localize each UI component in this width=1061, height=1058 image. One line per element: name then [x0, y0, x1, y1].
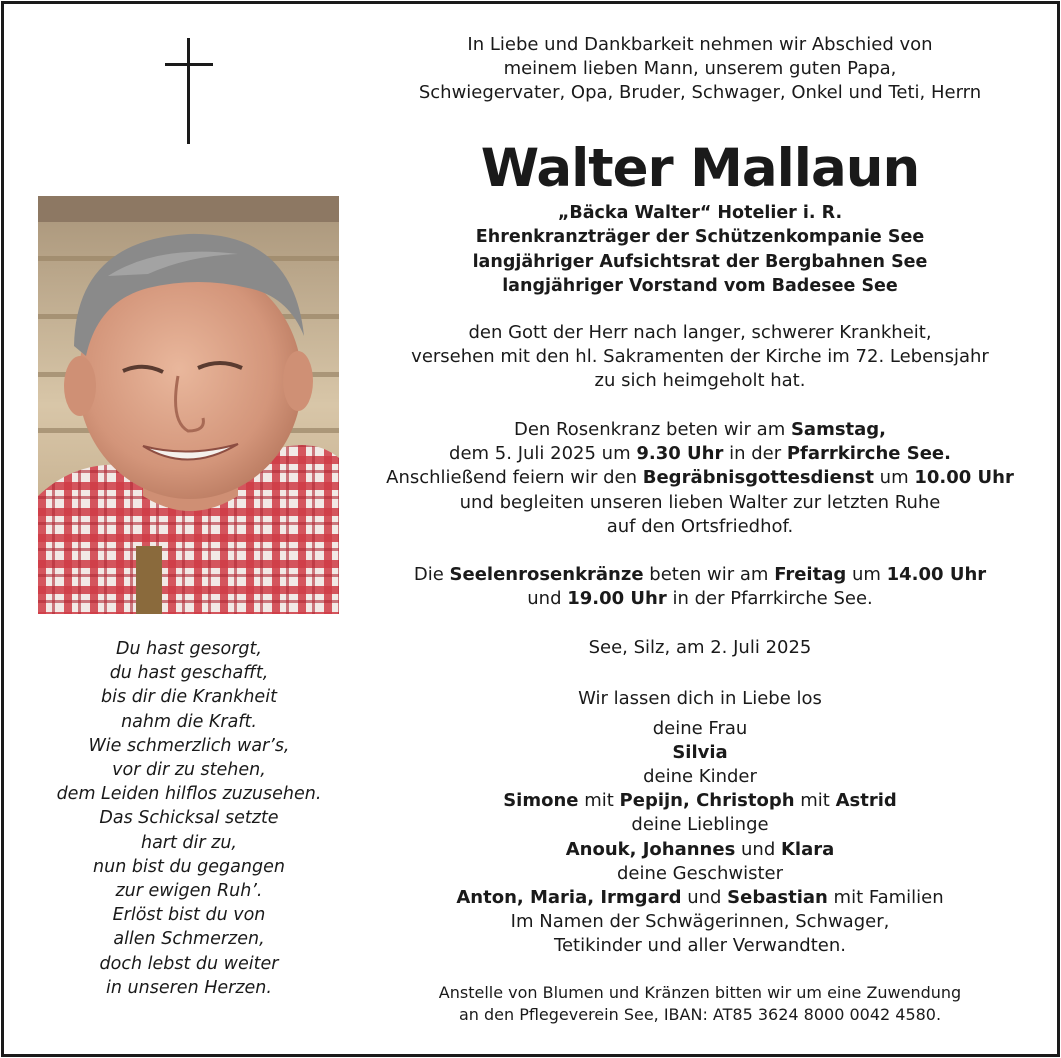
- passing-paragraph: [370, 321, 1030, 394]
- soul-rosary-paragraph: [370, 563, 1030, 611]
- sibling: Sebastian: [727, 886, 828, 908]
- funeral-line: auf den Ortsfriedhof.: [606, 515, 794, 537]
- text: Den Rosenkranz beten wir am: [513, 419, 791, 440]
- poem-line: du hast geschafft,: [109, 663, 269, 684]
- intro-line: meinem lieben Mann, unserem guten Papa,: [503, 58, 897, 79]
- poem-line: Erlöst bist du von: [112, 905, 266, 926]
- funeral-service: Begräbnisgottesdienst: [642, 467, 874, 489]
- wife: Silvia: [672, 742, 728, 764]
- latin-cross-icon: [165, 38, 213, 144]
- text: Anschließend feiern wir den: [386, 467, 643, 489]
- soul-rosary-line: [370, 563, 1030, 587]
- wife-label: deine Frau: [652, 718, 748, 740]
- poem-line: zur ewigen Ruh’.: [115, 881, 263, 902]
- title-line: langjähriger Aufsichtsrat der Bergbahnen See: [472, 251, 928, 272]
- memorial-poem: [30, 637, 348, 1000]
- passing-line: versehen mit den hl. Sakramenten der Kirche im 72. Lebensjahr: [411, 346, 989, 368]
- children-label: deine Kinder: [643, 766, 757, 788]
- siblings-label: deine Geschwister: [616, 862, 784, 884]
- child: Simone: [503, 790, 579, 812]
- soul-rosary-time-2: 19.00 Uhr: [567, 588, 667, 610]
- text: in der Pfarrkirche See.: [666, 588, 873, 610]
- honorific-titles: [370, 201, 1030, 299]
- text: dem 5. Juli 2025 um: [449, 443, 637, 465]
- grandchild: Anouk, Johannes: [565, 838, 736, 860]
- poem-line: Du hast gesorgt,: [116, 639, 262, 659]
- service-time: 10.00 Uhr: [914, 467, 1014, 489]
- grandchildren-label: deine Lieblinge: [631, 814, 769, 836]
- place-date: See, Silz, am 2. Juli 2025: [588, 637, 812, 658]
- poem-line: dem Leiden hilflos zuzusehen.: [56, 784, 322, 805]
- children-names: [370, 789, 1030, 813]
- deceased-name: Walter Mallaun: [480, 138, 920, 199]
- soul-rosary-day: Freitag: [774, 564, 847, 585]
- text: und: [527, 588, 568, 610]
- intro-text: [370, 33, 1030, 105]
- inlaws-line: Im Namen der Schwägerinnen, Schwager,: [510, 910, 890, 932]
- intro-line: Schwiegervater, Opa, Bruder, Schwager, Onkel und Teti, Herrn: [418, 82, 982, 103]
- wife-name: [370, 741, 1030, 765]
- poem-line: doch lebst du weiter: [99, 953, 279, 974]
- poem-line: vor dir zu stehen,: [112, 760, 266, 781]
- title-line: Ehrenkranzträger der Schützenkompanie See: [475, 227, 925, 248]
- poem-line: allen Schmerzen,: [113, 929, 265, 950]
- mourners-intro: Wir lassen dich in Liebe los: [578, 688, 822, 709]
- text: mit: [578, 790, 620, 812]
- funeral-line: [370, 442, 1030, 466]
- text: und: [735, 838, 781, 860]
- text: beten wir am: [643, 564, 775, 585]
- text: und: [681, 886, 728, 908]
- funeral-line: [370, 466, 1030, 490]
- poem-line: in unseren Herzen.: [106, 977, 272, 998]
- poem-line: nahm die Kraft.: [121, 711, 257, 732]
- title-line: „Bäcka Walter“ Hotelier i. R.: [557, 203, 843, 223]
- donation-line: Anstelle von Blumen und Kränzen bitten wir um eine Zuwendung: [438, 983, 962, 1002]
- siblings-names: [370, 886, 1030, 910]
- child: Astrid: [835, 790, 897, 812]
- church-name: Pfarrkirche See.: [786, 443, 951, 465]
- intro-line: In Liebe und Dankbarkeit nehmen wir Abschied von: [467, 34, 933, 55]
- poem-line: hart dir zu,: [140, 832, 237, 853]
- funeral-line: und begleiten unseren lieben Walter zur letzten Ruhe: [459, 491, 941, 513]
- child: Pepijn, Christoph: [619, 790, 795, 812]
- poem-line: nun bist du gegangen: [93, 856, 285, 877]
- soul-rosary-time-1: 14.00 Uhr: [886, 564, 987, 585]
- poem-line: bis dir die Krankheit: [101, 687, 277, 708]
- portrait-photo: [38, 196, 339, 614]
- poem-line: Wie schmerzlich war’s,: [88, 735, 290, 756]
- donation-note: [370, 982, 1030, 1026]
- rosary-day: Samstag,: [790, 419, 887, 440]
- relatives-line: Tetikinder und aller Verwandten.: [554, 934, 846, 956]
- passing-line: zu sich heimgeholt hat.: [594, 370, 806, 392]
- text: um: [873, 467, 915, 489]
- grandchild: Klara: [780, 838, 835, 860]
- text: um: [846, 564, 887, 585]
- poem-line: Das Schicksal setzte: [99, 808, 279, 829]
- passing-line: den Gott der Herr nach langer, schwerer Krankheit,: [468, 322, 932, 343]
- sibling: Anton, Maria, Irmgard: [456, 886, 682, 908]
- rosary-time: 9.30 Uhr: [636, 443, 724, 465]
- soul-rosary-line: [370, 587, 1030, 611]
- text: in der: [723, 443, 787, 465]
- funeral-line: [370, 418, 1030, 442]
- funeral-paragraph: [370, 418, 1030, 539]
- grandchildren-names: [370, 838, 1030, 862]
- text: mit: [794, 790, 836, 812]
- title-line: langjähriger Vorstand vom Badesee See: [502, 276, 898, 297]
- soul-rosaries: Seelenrosenkränze: [449, 564, 644, 585]
- text: Die: [413, 564, 450, 585]
- text: mit Familien: [827, 886, 944, 908]
- mourners-list: [370, 687, 1030, 958]
- donation-line: an den Pflegeverein See, IBAN: AT85 3624 8000 0042 4580.: [458, 1005, 942, 1024]
